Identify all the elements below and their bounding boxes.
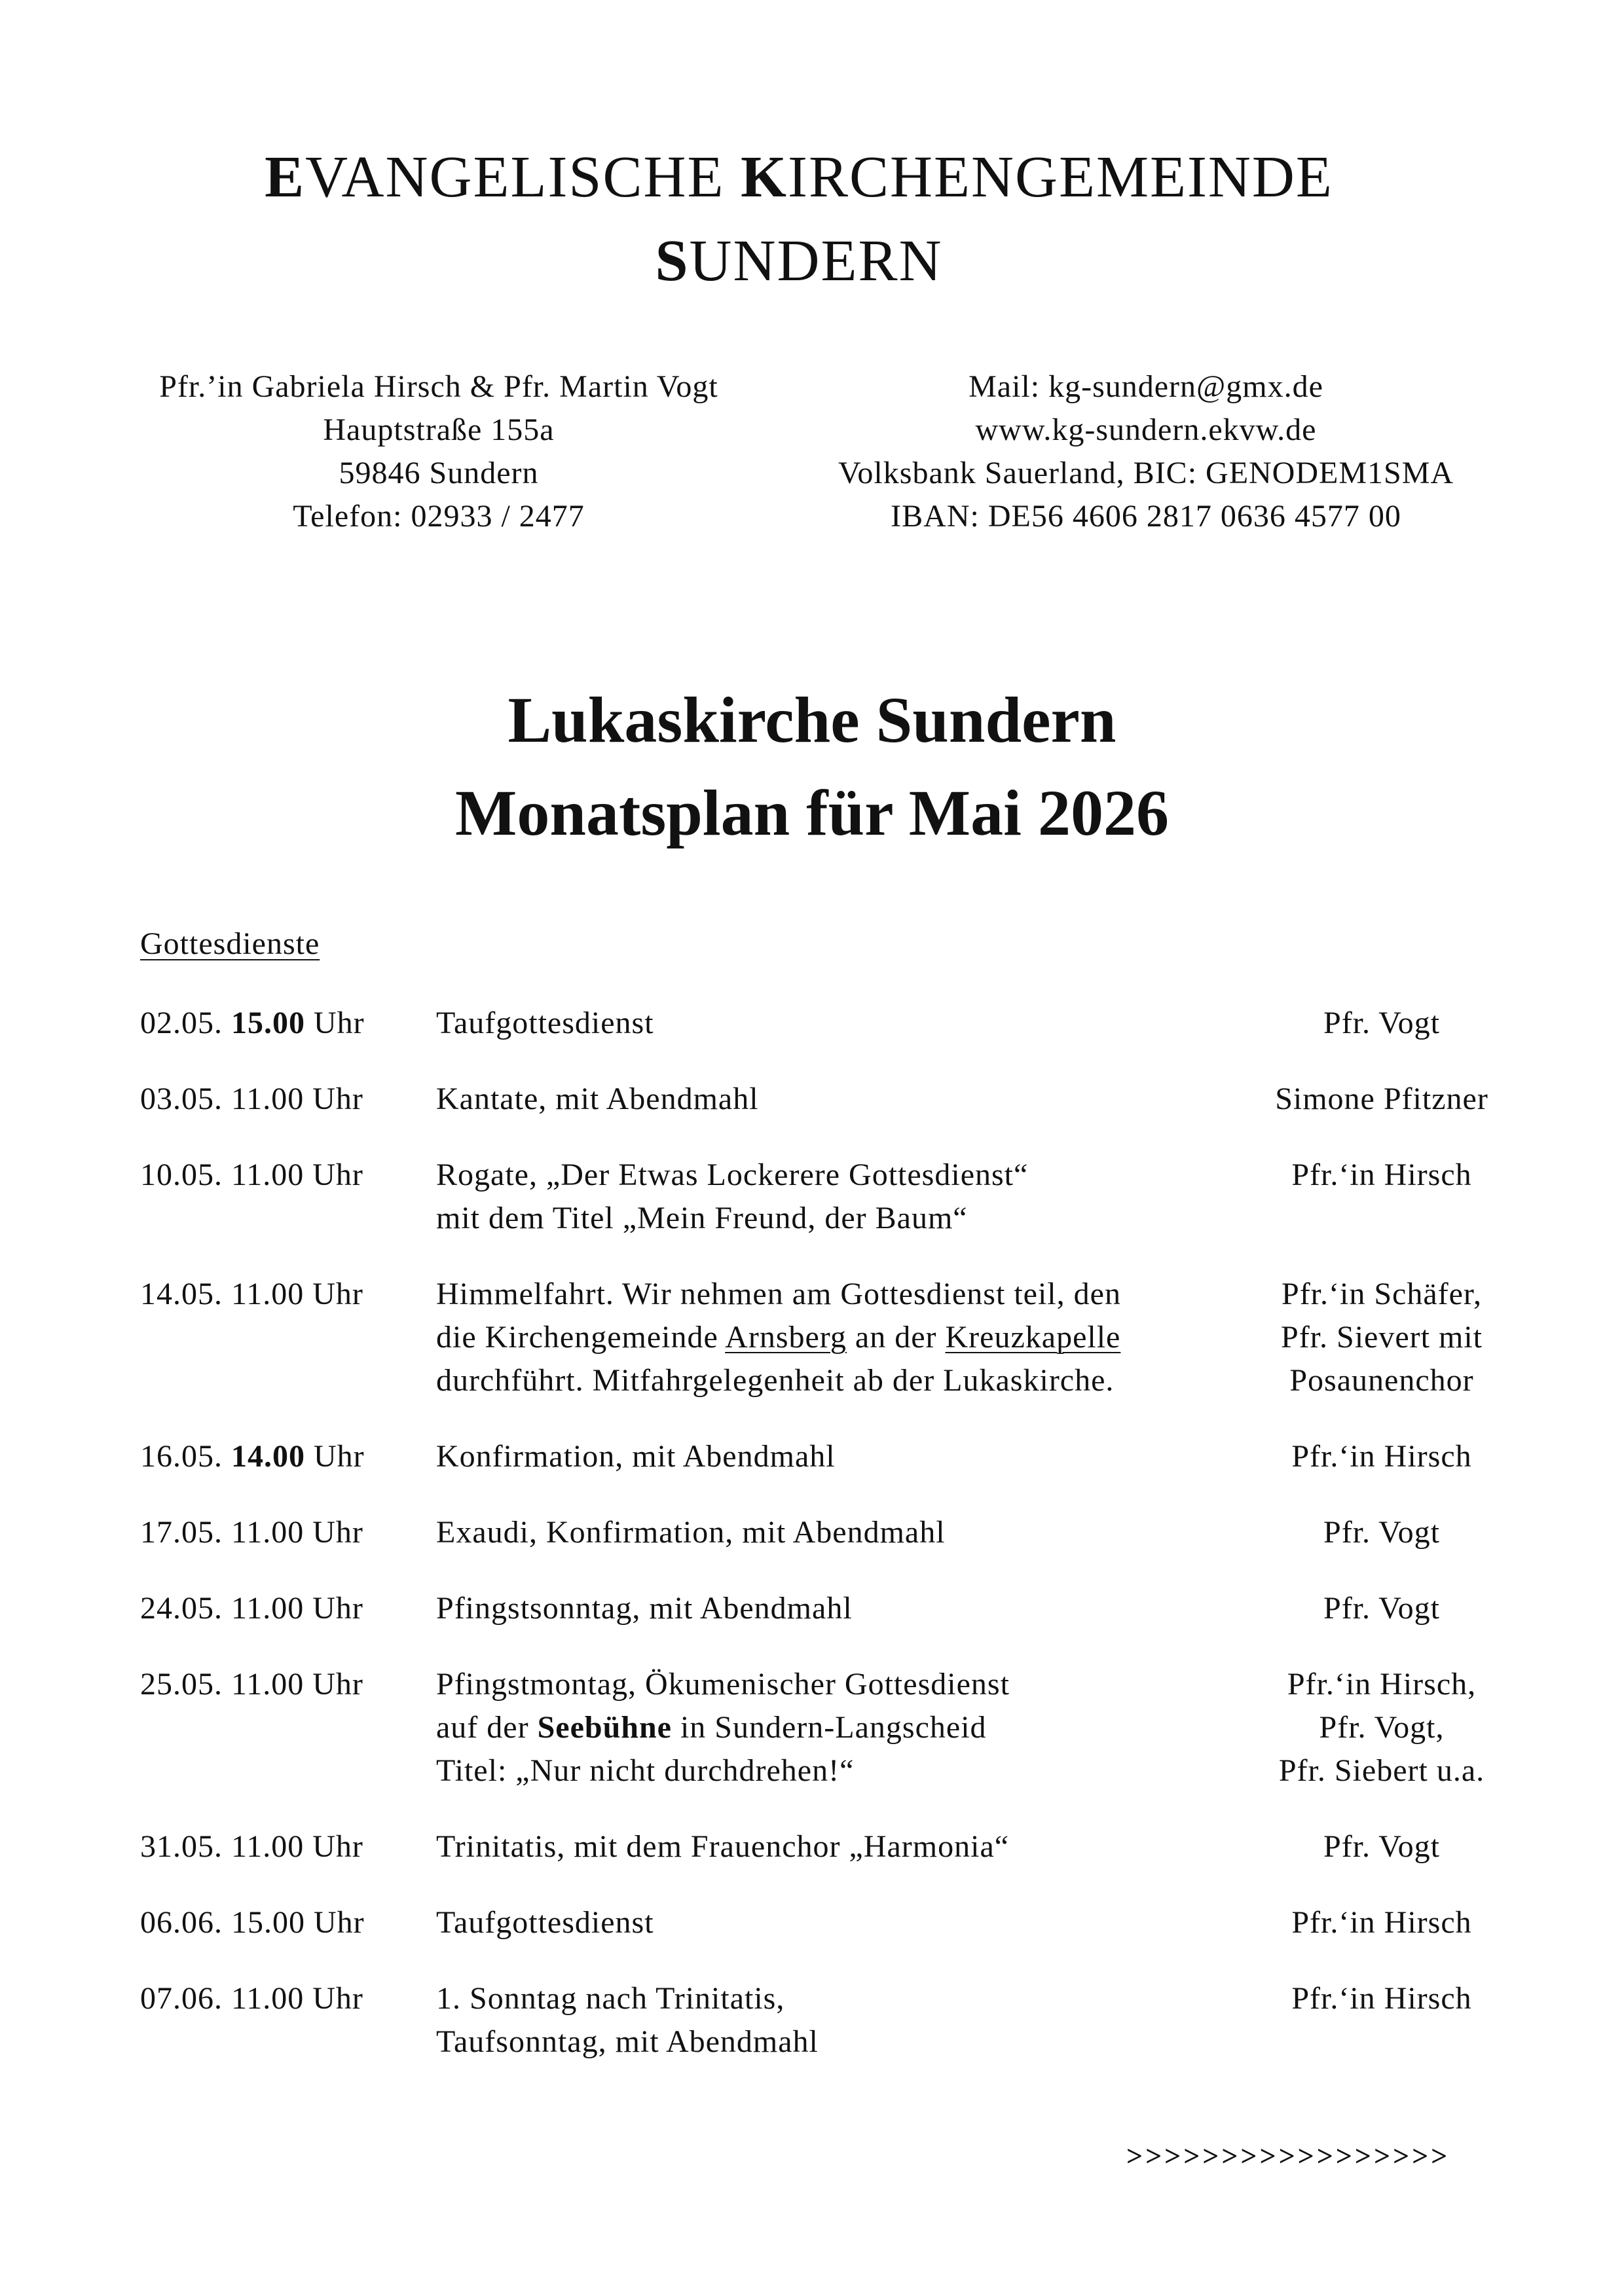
service-row [0, 1435, 1624, 1478]
org-name-initial: K [740, 145, 788, 210]
service-date: 24.05. [140, 1591, 223, 1626]
service-description [436, 1078, 1248, 1121]
description-segment: 1. Sonntag nach Trinitatis, [436, 1981, 785, 2016]
service-time: 11.00 [231, 1157, 304, 1192]
org-name-initial: S [655, 228, 690, 293]
service-officiant [1244, 1977, 1519, 2020]
service-row [0, 1511, 1624, 1554]
service-time-unit: Uhr [314, 1439, 365, 1474]
service-description-line [436, 1587, 1248, 1630]
service-time: 14.00 [231, 1439, 305, 1474]
service-description-line [436, 1154, 1248, 1197]
service-datetime [140, 1078, 363, 1121]
service-description-line [436, 1901, 1248, 1944]
service-description [436, 1435, 1248, 1478]
description-segment: Himmelfahrt. Wir nehmen am Gottesdienst teil, den [436, 1277, 1121, 1311]
service-date: 07.06. [140, 1981, 223, 2016]
service-time: 11.00 [231, 1829, 304, 1864]
contact-line: Volksbank Sauerland, BIC: GENODEM1SMA [838, 456, 1454, 490]
org-name-rest: UNDERN [689, 228, 943, 293]
service-row [0, 1078, 1624, 1121]
service-description [436, 1825, 1248, 1868]
service-date: 25.05. [140, 1667, 223, 1702]
description-segment: Titel: „Nur nicht durchdrehen!“ [436, 1753, 855, 1788]
officiant-line: Pfr. Vogt [1323, 1515, 1440, 1550]
service-description-line [436, 1749, 1248, 1793]
service-officiant [1244, 1901, 1519, 1944]
contact-line: Pfr.’in Gabriela Hirsch & Pfr. Martin Vogt [159, 369, 718, 404]
service-officiant [1244, 1825, 1519, 1868]
service-date: 06.06. [140, 1905, 223, 1940]
service-officiant [1244, 1002, 1519, 1045]
service-date: 31.05. [140, 1829, 223, 1864]
description-segment: mit dem Titel „Mein Freund, der Baum“ [436, 1201, 968, 1235]
contact-line: Mail: kg-sundern@gmx.de [969, 369, 1323, 404]
service-row [0, 1002, 1624, 1045]
service-datetime [140, 1154, 363, 1197]
service-description [436, 1977, 1248, 2064]
service-row [0, 1587, 1624, 1630]
service-datetime [140, 1587, 363, 1630]
officiant-line: Pfr. Vogt [1323, 1591, 1440, 1626]
description-segment: Taufgottesdienst [436, 1006, 654, 1040]
service-row [0, 1825, 1624, 1868]
service-datetime [140, 1663, 363, 1706]
description-segment: Kantate, mit Abendmahl [436, 1082, 759, 1116]
service-date: 14.05. [140, 1277, 223, 1311]
description-segment: Taufsonntag, mit Abendmahl [436, 2024, 819, 2059]
service-time-unit: Uhr [312, 1277, 363, 1311]
service-description-line [436, 1197, 1248, 1240]
org-name-line-2 [0, 228, 1598, 293]
description-segment: Trinitatis, mit dem Frauenchor „Harmonia“ [436, 1829, 1010, 1864]
service-description [436, 1511, 1248, 1554]
service-time-unit: Uhr [312, 1157, 363, 1192]
service-description [436, 1663, 1248, 1793]
service-time-unit: Uhr [312, 1591, 363, 1626]
service-description-line [436, 1825, 1248, 1868]
contact-line: Hauptstraße 155a [323, 412, 555, 447]
org-name-rest: IRCHENGEMEINDE [788, 145, 1333, 210]
service-date: 17.05. [140, 1515, 223, 1550]
description-segment: Arnsberg [725, 1320, 847, 1355]
service-time-unit: Uhr [312, 1829, 363, 1864]
service-description-line [436, 1706, 1248, 1749]
service-datetime [140, 1977, 363, 2020]
contact-line: Telefon: 02933 / 2477 [293, 499, 585, 534]
officiant-line: Simone Pfitzner [1275, 1082, 1488, 1116]
service-description [436, 1587, 1248, 1630]
description-segment: in Sundern-Langscheid [671, 1710, 987, 1745]
service-officiant [1244, 1273, 1519, 1402]
service-date: 02.05. [140, 1006, 223, 1040]
description-segment: Pfingstsonntag, mit Abendmahl [436, 1591, 853, 1626]
contact-line: www.kg-sundern.ekvw.de [975, 412, 1317, 447]
description-segment: durchführt. Mitfahrgelegenheit ab der Lukaskirche. [436, 1363, 1115, 1398]
officiant-line: Pfr. Siebert u.a. [1278, 1753, 1485, 1788]
service-officiant [1244, 1587, 1519, 1630]
service-schedule [0, 1002, 1624, 2096]
contact-line: 59846 Sundern [339, 456, 539, 490]
service-officiant [1244, 1511, 1519, 1554]
service-time-unit: Uhr [312, 1515, 363, 1550]
service-description-line [436, 1273, 1248, 1316]
description-segment: Konfirmation, mit Abendmahl [436, 1439, 836, 1474]
service-date: 03.05. [140, 1082, 223, 1116]
service-time-unit: Uhr [312, 1082, 363, 1116]
description-segment: die Kirchengemeinde [436, 1320, 726, 1355]
service-time: 15.00 [231, 1006, 305, 1040]
officiant-line: Pfr.‘in Schäfer, [1282, 1277, 1482, 1311]
service-time-unit: Uhr [312, 1981, 363, 2016]
service-datetime [140, 1825, 363, 1868]
service-time: 11.00 [231, 1515, 304, 1550]
contact-block-bank [786, 365, 1506, 538]
service-time: 11.00 [231, 1082, 304, 1116]
section-heading-services: Gottesdienste [140, 926, 320, 961]
service-officiant [1244, 1435, 1519, 1478]
service-description [436, 1901, 1248, 1944]
org-name-line-1 [0, 145, 1598, 210]
service-description-line [436, 1435, 1248, 1478]
description-segment: an der [846, 1320, 946, 1355]
officiant-line: Pfr.‘in Hirsch [1291, 1905, 1472, 1940]
description-segment: auf der [436, 1710, 538, 1745]
service-row [0, 1154, 1624, 1240]
officiant-line: Pfr.‘in Hirsch [1291, 1439, 1472, 1474]
service-description-line [436, 1977, 1248, 2020]
service-datetime [140, 1511, 363, 1554]
service-officiant [1244, 1154, 1519, 1197]
service-datetime [140, 1002, 365, 1045]
officiant-line: Pfr. Sievert mit [1281, 1320, 1483, 1355]
description-segment: Taufgottesdienst [436, 1905, 654, 1940]
officiant-line: Posaunenchor [1289, 1363, 1474, 1398]
service-time-unit: Uhr [314, 1006, 365, 1040]
officiant-line: Pfr. Vogt [1323, 1829, 1440, 1864]
officiant-line: Pfr.‘in Hirsch [1291, 1157, 1472, 1192]
document-subtitle: Monatsplan für Mai 2026 [455, 776, 1169, 849]
service-date: 16.05. [140, 1439, 223, 1474]
document-title: Lukaskirche Sundern [507, 683, 1116, 756]
officiant-line: Pfr.‘in Hirsch, [1287, 1667, 1477, 1702]
service-datetime [140, 1273, 363, 1316]
description-segment: Exaudi, Konfirmation, mit Abendmahl [436, 1515, 946, 1550]
service-description-line [436, 1002, 1248, 1045]
service-time: 11.00 [231, 1981, 304, 2016]
service-datetime [140, 1435, 365, 1478]
contact-line: IBAN: DE56 4606 2817 0636 4577 00 [891, 499, 1401, 534]
service-time-unit: Uhr [314, 1905, 365, 1940]
service-description-line [436, 1078, 1248, 1121]
service-officiant [1244, 1078, 1519, 1121]
service-date: 10.05. [140, 1157, 223, 1192]
service-description [436, 1273, 1248, 1402]
contact-block-pastors [111, 365, 766, 538]
service-datetime [140, 1901, 365, 1944]
continue-marker: >>>>>>>>>>>>>>>>> [1126, 2140, 1450, 2172]
service-time-unit: Uhr [312, 1667, 363, 1702]
description-segment: Kreuzkapelle [945, 1320, 1121, 1355]
service-description [436, 1002, 1248, 1045]
description-segment: Rogate, „Der Etwas Lockerere Gottesdienst“ [436, 1157, 1029, 1192]
service-description-line [436, 1359, 1248, 1402]
service-time: 11.00 [231, 1277, 304, 1311]
description-segment: Pfingstmontag, Ökumenischer Gottesdienst [436, 1667, 1010, 1702]
org-name-rest: VANGELISCHE [305, 145, 741, 210]
officiant-line: Pfr. Vogt [1323, 1006, 1440, 1040]
service-description-line [436, 1663, 1248, 1706]
service-row [0, 1901, 1624, 1944]
service-description-line [436, 1511, 1248, 1554]
service-row [0, 1663, 1624, 1793]
service-description-line [436, 2020, 1248, 2064]
service-row [0, 1977, 1624, 2064]
service-time: 11.00 [231, 1667, 304, 1702]
service-time: 15.00 [231, 1905, 305, 1940]
service-row [0, 1273, 1624, 1402]
description-segment: Seebühne [537, 1710, 672, 1745]
service-time: 11.00 [231, 1591, 304, 1626]
org-name-initial: E [265, 145, 306, 210]
service-officiant [1244, 1663, 1519, 1793]
officiant-line: Pfr. Vogt, [1319, 1710, 1445, 1745]
service-description-line [436, 1316, 1248, 1359]
service-description [436, 1154, 1248, 1240]
officiant-line: Pfr.‘in Hirsch [1291, 1981, 1472, 2016]
